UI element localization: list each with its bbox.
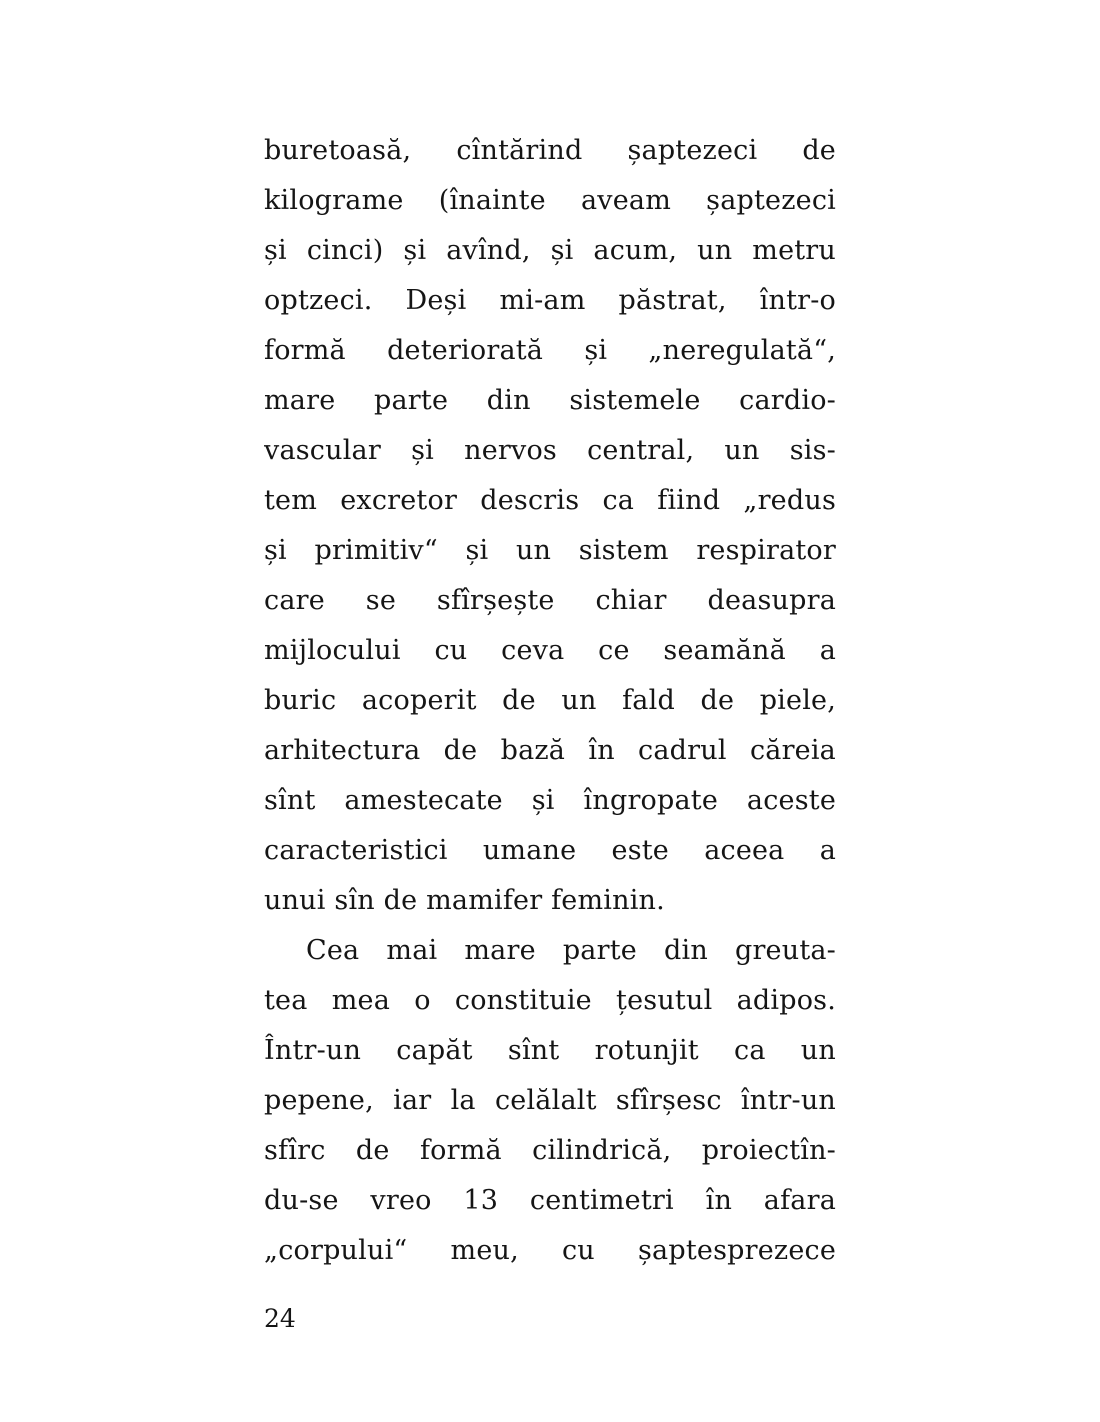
text-line: optzeci. Deși mi-am păstrat, într-o: [264, 285, 836, 316]
text-line: kilograme (înainte aveam șaptezeci: [264, 185, 836, 216]
text-line: arhitectura de bază în cadrul căreia: [264, 735, 836, 766]
text-line: Cea mai mare parte din greuta-: [306, 935, 836, 966]
text-line: sînt amestecate și îngropate aceste: [264, 785, 836, 816]
text-line: „corpului“ meu, cu șaptesprezece: [264, 1235, 836, 1266]
text-line: buric acoperit de un fald de piele,: [264, 685, 836, 716]
text-line: mare parte din sistemele cardio-: [264, 385, 836, 416]
text-line: pepene, iar la celălalt sfîrșesc într-un: [264, 1085, 836, 1116]
text-line: sfîrc de formă cilindrică, proiectîn-: [264, 1135, 836, 1166]
text-line: care se sfîrșește chiar deasupra: [264, 585, 836, 616]
paragraph: [264, 926, 836, 1276]
text-line: și cinci) și avînd, și acum, un metru: [264, 235, 836, 266]
text-line: caracteristici umane este aceea a: [264, 835, 836, 866]
text-line: vascular și nervos central, un sis-: [264, 435, 836, 466]
page-number: 24: [264, 1304, 296, 1333]
text-line: unui sîn de mamifer feminin.: [264, 885, 665, 916]
text-line: tem excretor descris ca fiind „redus: [264, 485, 836, 516]
page-text: [264, 126, 836, 1276]
text-line: tea mea o constituie țesutul adipos.: [264, 985, 836, 1016]
text-line: Într-un capăt sînt rotunjit ca un: [264, 1035, 836, 1066]
text-line: buretoasă, cîntărind șaptezeci de: [264, 135, 836, 166]
text-line: mijlocului cu ceva ce seamănă a: [264, 635, 836, 666]
text-line: și primitiv“ și un sistem respirator: [264, 535, 836, 566]
paragraph: [264, 126, 836, 926]
text-line: formă deteriorată și „neregulată“,: [264, 335, 836, 366]
text-line: du-se vreo 13 centimetri în afara: [264, 1185, 836, 1216]
